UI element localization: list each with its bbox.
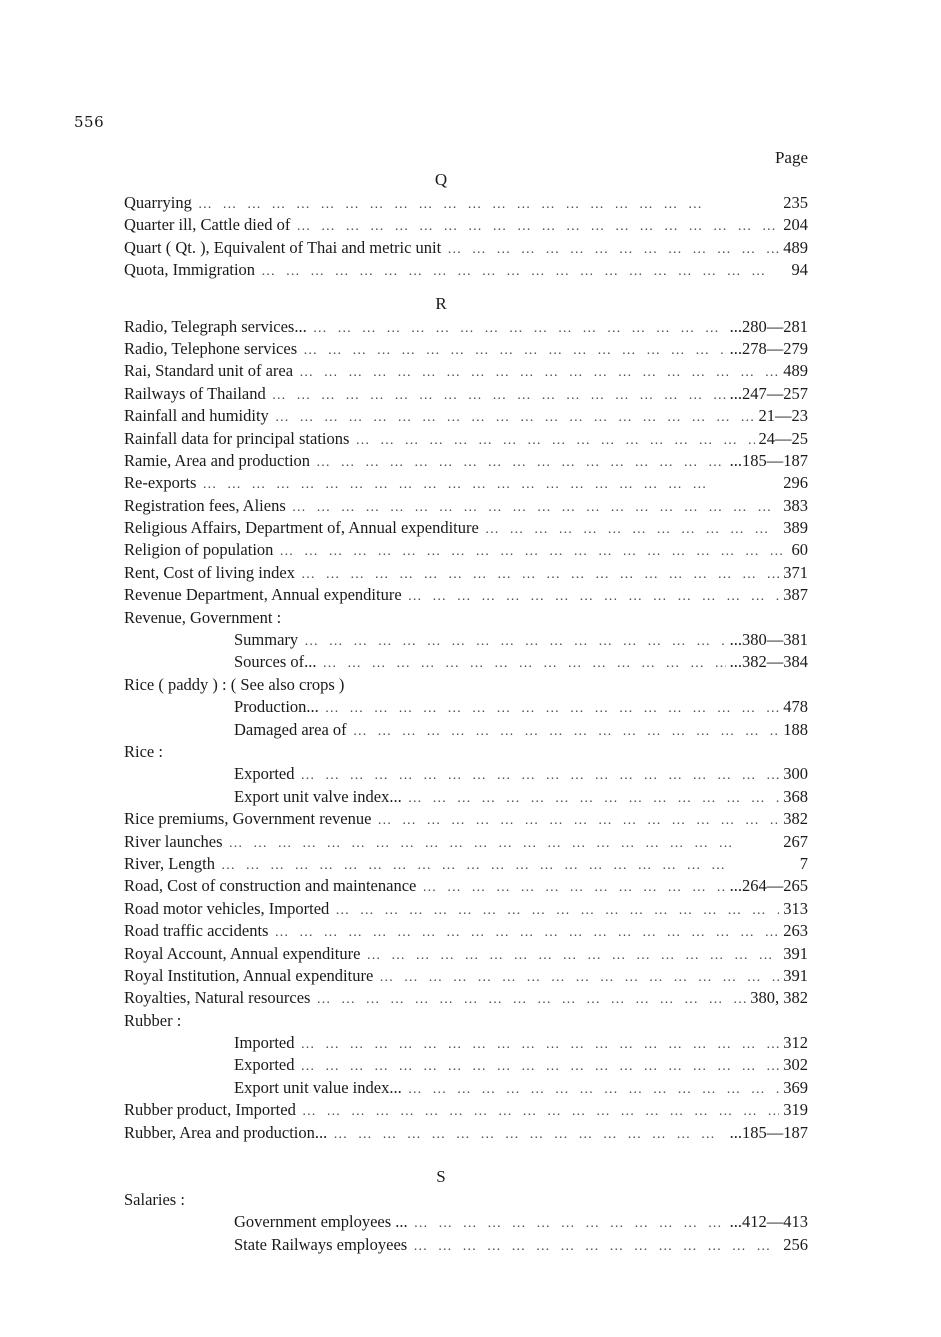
index-term: Exported <box>234 764 295 784</box>
page-column-header: Page <box>774 148 808 167</box>
index-entry <box>124 405 808 427</box>
index-term: Export unit valve index... <box>234 786 402 806</box>
index-entry <box>124 853 808 875</box>
index-entry <box>124 237 808 259</box>
page-reference: 300 <box>783 764 808 784</box>
index-term: Exported <box>234 1055 295 1075</box>
index-term: Religious Affairs, Department of, Annual expenditure <box>124 518 479 538</box>
index-entry <box>124 562 808 584</box>
index-term: Rai, Standard unit of area <box>124 361 294 381</box>
index-term: Sources of... <box>234 652 317 672</box>
index-heading: Rice ( paddy ) : ( See also crops ) <box>124 674 345 694</box>
dot-leader <box>279 541 787 561</box>
page-reference: ...382—384 <box>729 652 808 672</box>
index-term: Rainfall data for principal stations <box>124 428 350 448</box>
dot-leader <box>316 989 746 1009</box>
index-term: Rice premiums, Government revenue <box>124 809 372 829</box>
page-reference: 371 <box>783 562 808 582</box>
page-reference: 302 <box>783 1055 808 1075</box>
index-entry <box>124 450 808 472</box>
page-reference: 391 <box>783 943 808 963</box>
index-entry <box>124 965 808 987</box>
dot-leader <box>303 340 726 360</box>
dot-leader <box>355 430 754 450</box>
dot-leader <box>325 698 779 718</box>
page-reference: 369 <box>783 1077 808 1097</box>
page-reference: 263 <box>783 921 808 941</box>
index-term: River, Length <box>124 853 215 873</box>
index-subentry <box>124 1211 808 1233</box>
index-term: Summary <box>234 630 299 650</box>
page-reference: 296 <box>783 473 808 493</box>
section-letter: S <box>436 1167 446 1187</box>
page-reference: 489 <box>783 237 808 257</box>
dot-leader <box>300 765 779 785</box>
index-entry <box>124 428 808 450</box>
page-reference: 389 <box>783 518 808 538</box>
index-term: Rainfall and humidity <box>124 406 269 426</box>
index-entry <box>124 875 808 897</box>
dot-leader <box>408 586 780 606</box>
index-entry <box>124 338 808 360</box>
index-subentry <box>124 1077 808 1099</box>
page-reference: ...278—279 <box>729 338 808 358</box>
page-reference: 383 <box>783 495 808 515</box>
index-term: Export unit value index... <box>234 1077 402 1097</box>
dot-leader <box>229 833 780 853</box>
index-entry <box>124 539 808 561</box>
index-subentry <box>124 629 808 651</box>
index-entry <box>124 831 808 853</box>
index-term: Radio, Telephone services <box>124 338 298 358</box>
page-reference: 391 <box>783 965 808 985</box>
dot-leader <box>221 855 796 875</box>
page-reference: ...247—257 <box>729 383 808 403</box>
dot-leader <box>353 721 780 741</box>
index-entry <box>124 584 808 606</box>
index-term: River launches <box>124 831 223 851</box>
index-term: Rubber, Area and production... <box>124 1122 328 1142</box>
index-entry <box>124 517 808 539</box>
index-term: Quarrying <box>124 193 192 212</box>
dot-leader <box>366 945 779 965</box>
page-reference: 204 <box>783 215 808 235</box>
index-term: Revenue Department, Annual expenditure <box>124 585 402 605</box>
index-entry <box>124 472 808 494</box>
index-term: State Railways employees <box>234 1234 408 1254</box>
page-reference: 319 <box>783 1100 808 1120</box>
index-list <box>124 168 808 1256</box>
index-subentry <box>124 1234 808 1256</box>
dot-leader <box>322 653 725 673</box>
dot-leader <box>414 1213 726 1233</box>
page-reference: 387 <box>783 585 808 605</box>
index-term: Royalties, Natural resources <box>124 988 311 1008</box>
index-subentry <box>124 651 808 673</box>
index-entry <box>124 383 808 405</box>
index-entry <box>124 987 808 1009</box>
index-subentry <box>124 696 808 718</box>
index-term: Rent, Cost of living index <box>124 562 295 582</box>
dot-leader <box>300 1056 779 1076</box>
page-reference: 267 <box>783 831 808 851</box>
index-term: Radio, Telegraph services... <box>124 316 307 336</box>
index-term: Royal Account, Annual expenditure <box>124 943 361 963</box>
index-entry <box>124 898 808 920</box>
page-reference: 94 <box>791 260 808 280</box>
index-term: Registration fees, Aliens <box>124 495 286 515</box>
dot-leader <box>274 922 779 942</box>
index-entry <box>124 214 808 236</box>
page-reference: 24—25 <box>758 428 808 448</box>
dot-leader <box>299 362 779 382</box>
page-reference: ...185—187 <box>729 450 808 470</box>
index-heading: Salaries : <box>124 1190 185 1210</box>
dot-leader <box>377 810 779 830</box>
dot-leader <box>292 497 779 517</box>
index-heading: Rice : <box>124 741 163 761</box>
page-reference: 312 <box>783 1033 808 1053</box>
index-entry <box>124 495 808 517</box>
index-term: Religion of population <box>124 540 274 560</box>
index-term: Government employees ... <box>234 1212 408 1232</box>
page-reference: 21—23 <box>758 406 808 426</box>
page-reference: ...264—265 <box>729 876 808 896</box>
index-term: Rubber product, Imported <box>124 1100 296 1120</box>
page-reference: 489 <box>783 361 808 381</box>
index-term: Road traffic accidents <box>124 921 269 941</box>
section-letter: R <box>435 293 447 313</box>
index-entry <box>124 920 808 942</box>
dot-leader <box>296 216 779 236</box>
page-reference: 380, 382 <box>750 988 808 1008</box>
dot-leader <box>333 1124 725 1144</box>
dot-leader <box>304 631 725 651</box>
dot-leader <box>316 452 726 472</box>
index-subentry <box>124 719 808 741</box>
dot-leader <box>408 1079 780 1099</box>
index-term: Royal Institution, Annual expenditure <box>124 965 374 985</box>
dot-leader <box>198 194 779 214</box>
section-letter: Q <box>434 170 448 189</box>
index-term: Quarter ill, Cattle died of <box>124 215 291 235</box>
index-subentry <box>124 786 808 808</box>
dot-leader <box>485 519 779 539</box>
dot-leader <box>422 877 725 897</box>
page-reference: 235 <box>783 193 808 212</box>
index-entry <box>124 192 808 214</box>
page-reference: 7 <box>799 853 808 873</box>
index-entry <box>124 808 808 830</box>
dot-leader <box>272 385 726 405</box>
index-entry <box>124 259 808 281</box>
dot-leader <box>300 1034 779 1054</box>
page-reference: ...280—281 <box>729 316 808 336</box>
dot-leader <box>413 1236 779 1256</box>
page-reference: ...380—381 <box>729 630 808 650</box>
index-term: Production... <box>234 697 319 717</box>
dot-leader <box>313 318 726 338</box>
dot-leader <box>408 788 780 808</box>
index-entry <box>124 360 808 382</box>
index-heading: Rubber : <box>124 1010 182 1030</box>
page-reference: ...412—413 <box>729 1212 808 1232</box>
dot-leader <box>447 239 779 259</box>
dot-leader <box>261 261 787 281</box>
index-entry <box>124 1099 808 1121</box>
dot-leader <box>275 407 755 427</box>
page-number: 556 <box>74 113 105 131</box>
index-term: Re-exports <box>124 473 197 493</box>
index-entry <box>124 1122 808 1144</box>
index-term: Road motor vehicles, Imported <box>124 898 330 918</box>
dot-leader <box>301 564 779 584</box>
page-reference: 60 <box>791 540 808 560</box>
index-term: Quart ( Qt. ), Equivalent of Thai and metric unit <box>124 237 442 257</box>
index-term: Quota, Immigration <box>124 260 256 280</box>
index-entry <box>124 316 808 338</box>
index-term: Imported <box>234 1033 295 1053</box>
dot-leader <box>335 900 779 920</box>
page-reference: 188 <box>783 719 808 739</box>
page-reference: 368 <box>783 786 808 806</box>
index-term: Railways of Thailand <box>124 383 266 403</box>
page-reference: 256 <box>783 1234 808 1254</box>
dot-leader <box>202 474 779 494</box>
dot-leader <box>379 967 779 987</box>
index-subentry <box>124 1054 808 1076</box>
index-heading: Revenue, Government : <box>124 607 282 627</box>
page-reference: 478 <box>783 697 808 717</box>
index-subentry <box>124 1032 808 1054</box>
index-term: Damaged area of <box>234 719 347 739</box>
index-entry <box>124 943 808 965</box>
index-subentry <box>124 763 808 785</box>
index-term: Ramie, Area and production <box>124 450 311 470</box>
page-reference: 313 <box>783 898 808 918</box>
page-reference: 382 <box>783 809 808 829</box>
page-reference: ...185—187 <box>729 1122 808 1142</box>
index-term: Road, Cost of construction and maintenance <box>124 876 417 896</box>
dot-leader <box>302 1101 779 1121</box>
